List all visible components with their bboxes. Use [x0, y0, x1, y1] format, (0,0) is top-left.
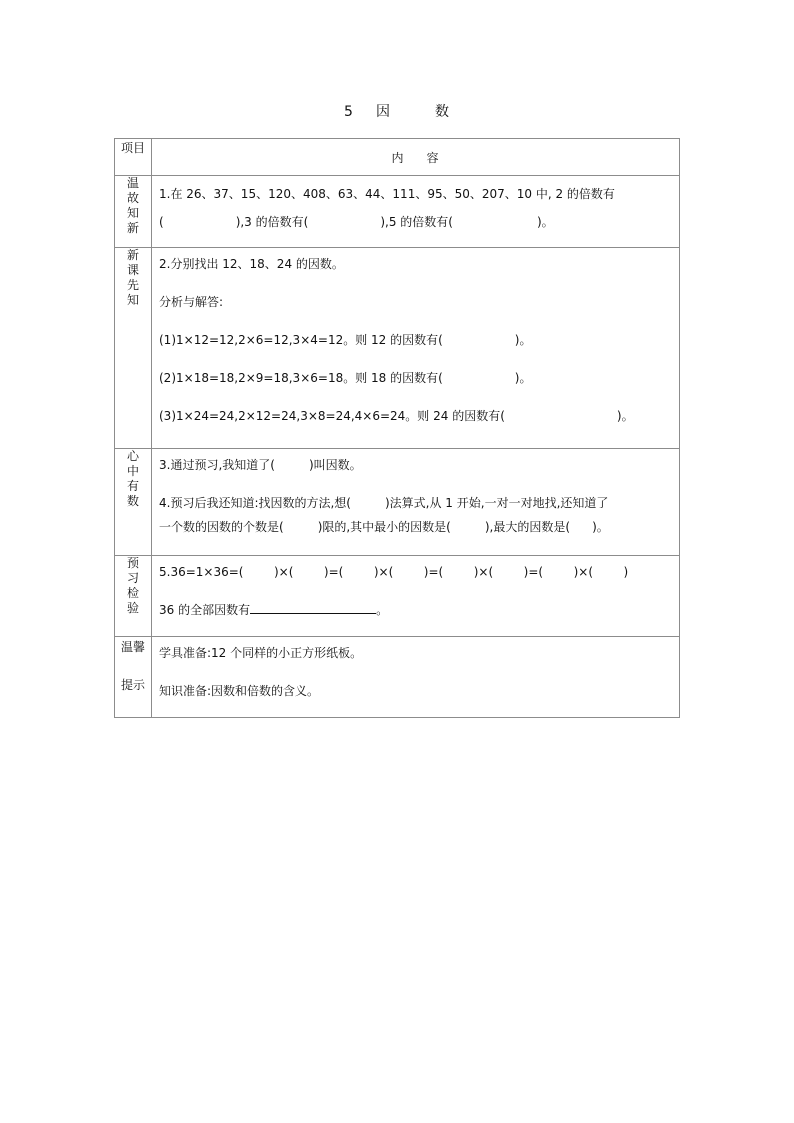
- mind-q4-line-2: [159, 517, 673, 537]
- check-line-1: 5.36=1×36=( )×( )=( )×( )=( )×( )=( )×( ): [159, 565, 629, 579]
- content-review: [152, 176, 680, 248]
- new-line-3: [159, 406, 673, 426]
- new-analysis: 分析与解答:: [159, 295, 224, 309]
- mind-q4-text-4: )限的,其中最小的因数是(: [317, 520, 451, 534]
- mind-q4-text: 4.预习后我还知道:找因数的方法,想(: [159, 496, 351, 510]
- mind-q3-end: )叫因数。: [308, 458, 362, 472]
- title-number: 5: [344, 104, 354, 120]
- label-tips-1: 温馨: [120, 640, 145, 654]
- review-text-3: ),3 的倍数有(: [235, 215, 309, 229]
- new-line-1-end: )。: [514, 333, 532, 347]
- label-review: [115, 176, 152, 248]
- header-project: 项目: [115, 139, 152, 176]
- new-line-3-text: (3)1×24=24,2×12=24,3×8=24,4×6=24。则 24 的因数有(: [159, 409, 505, 423]
- title-char-2: 数: [434, 104, 450, 120]
- worksheet-table: [114, 138, 680, 718]
- mind-q4-text-5: ),最大的因数是(: [484, 520, 571, 534]
- check-line-2-text: 36 的全部因数有: [159, 603, 251, 617]
- new-line-2: [159, 368, 673, 388]
- mind-q3-text: 3.通过预习,我知道了(: [159, 458, 275, 472]
- row-new: [115, 248, 680, 449]
- answer-underline[interactable]: [250, 601, 376, 614]
- review-line-2: [159, 212, 673, 232]
- review-text-5: ),5 的倍数有(: [380, 215, 453, 229]
- label-tips-2: 提示: [120, 678, 145, 692]
- mind-q4-line-1: [159, 493, 673, 513]
- label-tips: [115, 637, 152, 718]
- header-content-2: 容: [426, 150, 440, 165]
- label-check: [115, 556, 152, 637]
- new-line-2-end: )。: [514, 371, 532, 385]
- label-mind: [115, 449, 152, 556]
- new-line-3-end: )。: [616, 409, 634, 423]
- tip-1: 学具准备:12 个同样的小正方形纸板。: [159, 646, 363, 660]
- mind-q4-end: )。: [592, 520, 609, 534]
- header-row: [115, 139, 680, 176]
- label-new: [115, 248, 152, 449]
- check-line-2-end: 。: [376, 603, 389, 617]
- review-text-end: )。: [536, 215, 554, 229]
- content-new: [152, 248, 680, 449]
- content-check: [152, 556, 680, 637]
- mind-q3: [159, 455, 673, 475]
- new-line-2-text: (2)1×18=18,2×9=18,3×6=18。则 18 的因数有(: [159, 371, 443, 385]
- new-question: 2.分别找出 12、18、24 的因数。: [159, 257, 344, 271]
- content-tips: [152, 637, 680, 718]
- tip-2: 知识准备:因数和倍数的含义。: [159, 684, 320, 698]
- header-content-1: 内: [391, 150, 405, 165]
- mind-q4-text-2: )法算式,从 1 开始,一对一对地找,还知道了: [385, 496, 609, 510]
- label-review-text: 温故知新: [126, 176, 139, 235]
- mind-q4-text-3: 一个数的因数的个数是(: [159, 520, 284, 534]
- row-mind: [115, 449, 680, 556]
- new-line-1-text: (1)1×12=12,2×6=12,3×4=12。则 12 的因数有(: [159, 333, 443, 347]
- row-check: [115, 556, 680, 637]
- label-mind-text: 心中有数: [126, 449, 139, 508]
- check-line-2: [159, 600, 673, 620]
- review-line-1: 1.在 26、37、15、120、408、63、44、111、95、50、207、10 中, 2 的倍数有: [159, 187, 615, 201]
- label-new-text: 新课先知: [126, 248, 139, 307]
- row-tips: [115, 637, 680, 718]
- review-blank-open: (: [159, 215, 164, 229]
- title-char-1: 因: [375, 104, 391, 120]
- page-title: [0, 101, 794, 121]
- row-review: [115, 176, 680, 248]
- content-mind: [152, 449, 680, 556]
- label-check-text: 预习检验: [126, 556, 139, 615]
- header-content: [152, 139, 680, 176]
- new-line-1: [159, 330, 673, 350]
